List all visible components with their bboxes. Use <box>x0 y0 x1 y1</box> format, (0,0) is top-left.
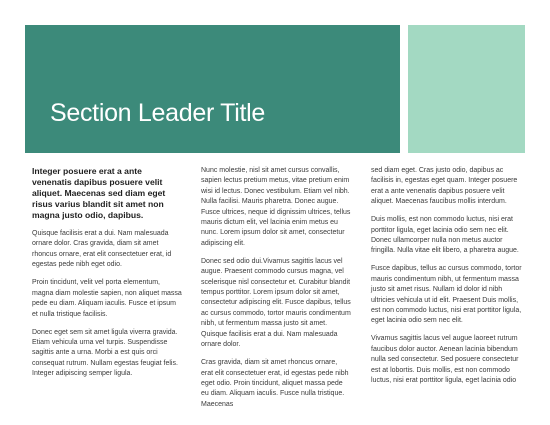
accent-block <box>408 25 525 153</box>
text-column-3 <box>371 166 523 394</box>
body-paragraph: Donec sed odio dui.Vivamus sagittis lacus vel augue. Praesent commodo cursus magna, vel scelerisque nisl consectetur et. Curabitur blandit tempus porttitor. Lorem ipsum dolor sit amet, consectetur adipiscing elit. Fusce dapibus, tellus ac cursus commodo, tortor mauris condimentum nibh, ut fermentum massa justo sit amet. Quisque facilisis erat a dui. Nam malesuada ornare dolor. <box>201 257 351 349</box>
body-paragraph: Duis mollis, est non commodo luctus, nisi erat porttitor ligula, eget lacinia odio sem nec elit. Donec ullamcorper nulla non metus auctor fringilla. Nulla vitae elit libero, a pharetra augue. <box>371 216 519 255</box>
body-paragraph: Nunc molestie, nisl sit amet cursus convallis, sapien lectus pretium metus, vitae pretium enim wisi id lectus. Donec vestibulum. Etiam vel nibh. Nulla facilisi. Mauris pharetra. Donec augue. Fusce ultrices, neque id dignissim ultrices, tellus mauris dictum elit, vel lacinia enim metus eu nunc. Lorem ipsum dolor sit amet, consectetur adipiscing elit. <box>201 167 351 247</box>
body-paragraph: sed diam eget. Cras justo odio, dapibus ac facilisis in, egestas eget quam. Integer posuere erat a ante venenatis dapibus posuere velit aliquet. Maecenas faucibus mollis interdum. <box>371 167 518 206</box>
body-paragraph: Vivamus sagittis lacus vel augue laoreet rutrum faucibus dolor auctor. Aenean lacinia bibendum nulla sed consectetur. Sed posuere consectetur est at lobortis. Duis mollis, est non commodo luctus, nisi erat porttitor ligula, eget lacinia odio <box>371 335 519 385</box>
lead-paragraph: Integer posuere erat a ante venenatis dapibus posuere velit aliquet. Maecenas sed diam eget risus varius blandit sit amet non magna justo odio, dapibus. <box>32 166 166 221</box>
body-paragraph: Fusce dapibus, tellus ac cursus commodo, tortor mauris condimentum nibh, ut fermentum massa justo sit amet risus. Nullam id dolor id nibh ultricies vehicula ut id elit. Praesent Duis mollis, est non commodo luctus, nisi erat porttitor ligula, eget lacinia odio sem nec elit. <box>371 265 522 325</box>
text-column-1 <box>32 166 182 387</box>
title-banner <box>25 25 400 153</box>
body-paragraph: Donec eget sem sit amet ligula viverra gravida. Etiam vehicula urna vel turpis. Suspendisse sagittis ante a urna. Morbi a est quis orci consequat rutrum. Nullam egestas feugiat felis. Integer adipiscing semper ligula. <box>32 328 178 378</box>
section-title: Section Leader Title <box>50 99 265 127</box>
body-paragraph: Quisque facilisis erat a dui. Nam malesuada ornare dolor. Cras gravida, diam sit amet rhoncus ornare, erat elit consectetuer erat, id egestas pede nibh eget odio. <box>32 230 172 269</box>
body-paragraph: Proin tincidunt, velit vel porta elementum, magna diam molestie sapien, non aliquet massa pede eu diam. Aliquam iaculis. Fusce et ipsum et nulla tristique facilisis. <box>32 279 182 318</box>
body-paragraph: Cras gravida, diam sit amet rhoncus ornare, erat elit consectetuer erat, id egestas pede nibh eget odio. Proin tincidunt, aliquet massa pede eu diam. Aliquam iaculis. Fusce nulla tristique. Maecenas <box>201 359 349 408</box>
text-column-2 <box>201 166 351 418</box>
